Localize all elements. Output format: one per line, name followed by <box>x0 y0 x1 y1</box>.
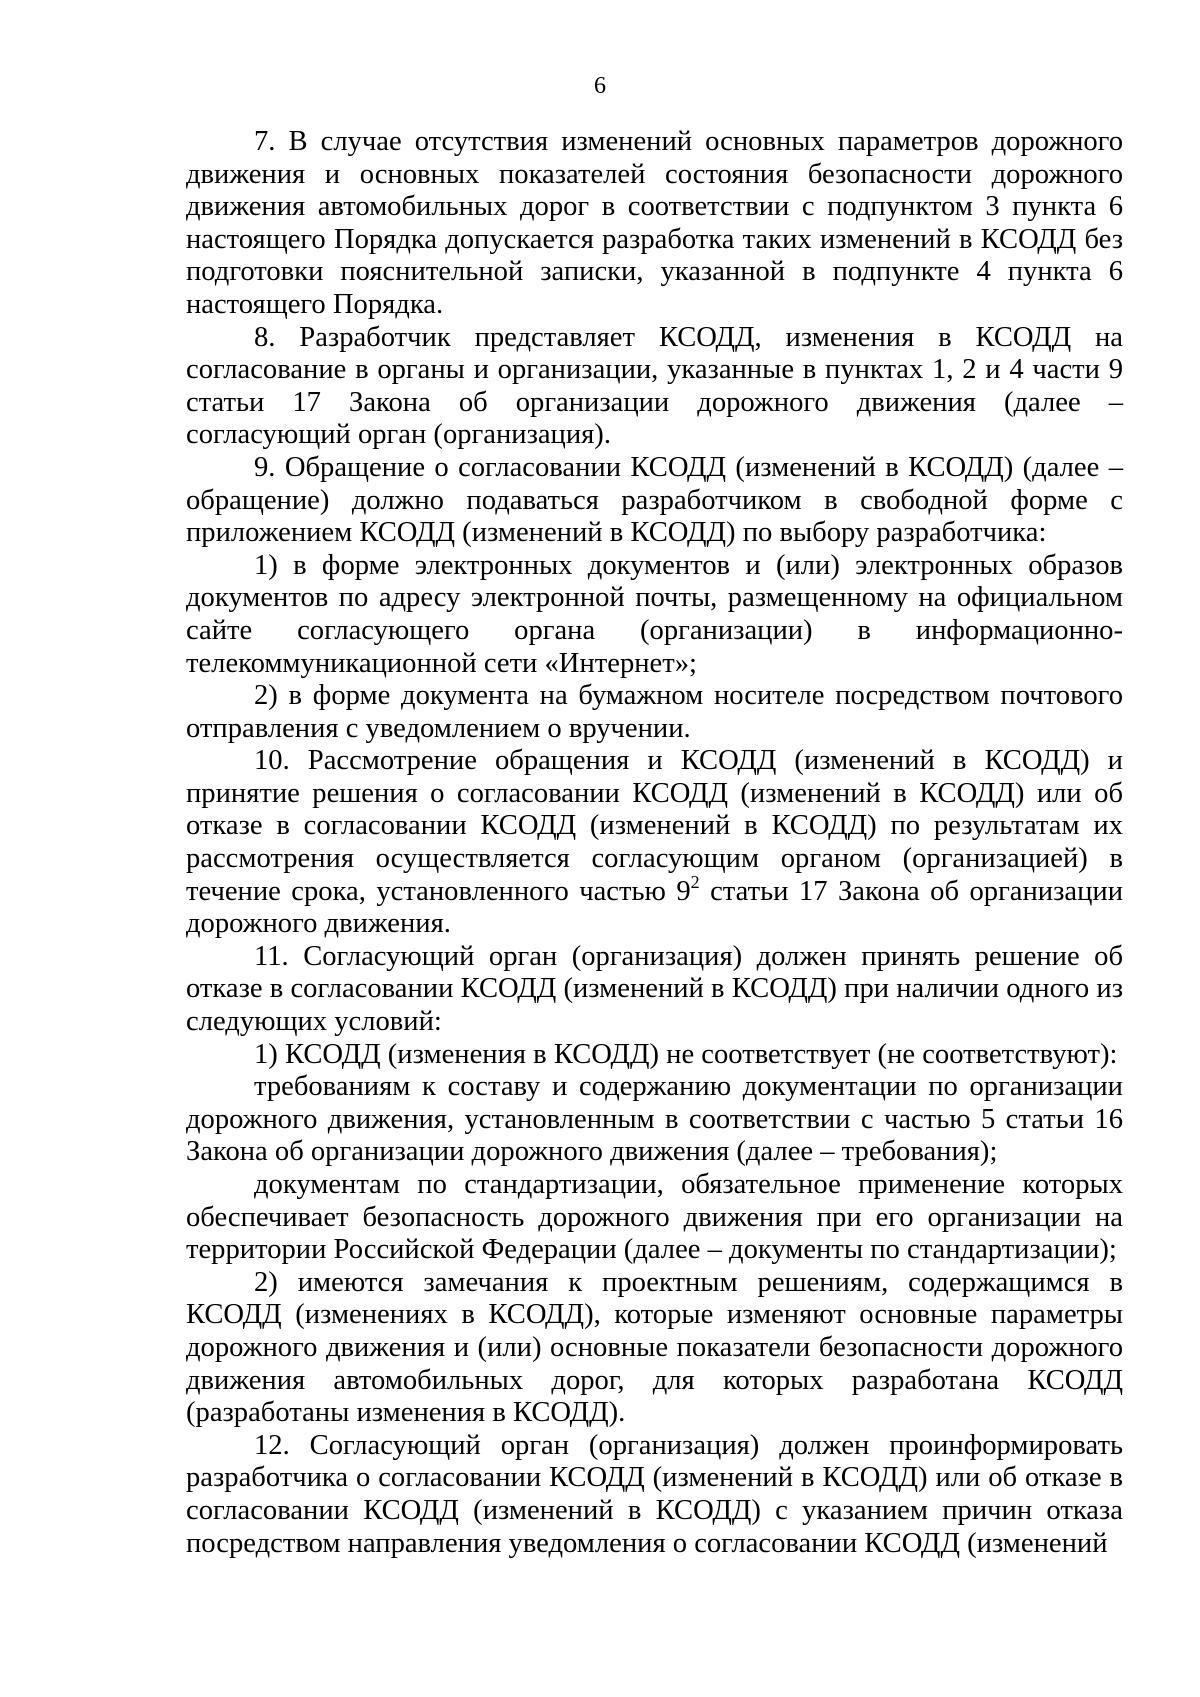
paragraph-10 <box>186 745 1123 941</box>
paragraph-11: 11. Согласующий орган (организация) должен принять решение об отказе в согласовании КСОДД (изменений в КСОДД) при наличии одного из следующих условий: <box>186 940 1123 1038</box>
paragraph-10-text-before: 10. Рассмотрение обращения и КСОДД (изменений в КСОДД) и принятие решения о согласовании КСОДД (изменений в КСОДД) или об отказе в согласовании КСОДД (изменений в КСОДД) по результатам их рассмотрения осуществляется согласующим органом (организацией) в течение срока, установленного частью 9 <box>186 745 1123 907</box>
paragraph-10-text-after: статьи 17 Закона об организации дорожного движения. <box>186 875 1123 940</box>
paragraph-11-item-2: 2) имеются замечания к проектным решениям, содержащимся в КСОДД (изменениях в КСОДД), которые изменяют основные параметры дорожного движения и (или) основные показатели безопасности дорожного движения автомобильных дорог, для которых разработана КСОДД (разработаны изменения в КСОДД). <box>186 1266 1123 1429</box>
paragraph-11-item-1-standards: документам по стандартизации, обязательное применение которых обеспечивает безопасность дорожного движения при его организации на территории Российской Федерации (далее – документы по стандартизации); <box>186 1169 1123 1266</box>
paragraph-9-item-1: 1) в форме электронных документов и (или) электронных образов документов по адресу электронной почты, размещенному на официальном сайте согласующего органа (организации) в информационно-телекоммуникационной сети «Интернет»; <box>186 549 1123 679</box>
document-body <box>186 126 1123 1560</box>
paragraph-9-item-2: 2) в форме документа на бумажном носителе посредством почтового отправления с уведомлением о вручении. <box>186 680 1123 744</box>
paragraph-11-item-1-requirements: требованиям к составу и содержанию документации по организации дорожного движения, установленным в соответствии с частью 5 статьи 16 Закона об организации дорожного движения (далее – требования); <box>186 1071 1123 1168</box>
paragraph-11-item-1: 1) КСОДД (изменения в КСОДД) не соответствует (не соответствуют): <box>254 1038 1118 1070</box>
paragraph-10-superscript: 2 <box>690 871 700 892</box>
paragraph-9: 9. Обращение о согласовании КСОДД (изменений в КСОДД) (далее – обращение) должно подаваться разработчиком в свободной форме с приложением КСОДД (изменений в КСОДД) по выбору разработчика: <box>186 451 1123 549</box>
paragraph-8: 8. Разработчик представляет КСОДД, изменения в КСОДД на согласование в органы и организации, указанные в пунктах 1, 2 и 4 части 9 статьи 17 Закона об организации дорожного движения (далее – согласующий орган (организация). <box>186 321 1123 451</box>
paragraph-12: 12. Согласующий орган (организация) должен проинформировать разработчика о согласовании КСОДД (изменений в КСОДД) или об отказе в согласовании КСОДД (изменений в КСОДД) с указанием причин отказа посредством направления уведомления о согласовании КСОДД (изменений <box>186 1429 1123 1559</box>
page-number: 6 <box>594 73 606 99</box>
paragraph-7: 7. В случае отсутствия изменений основных параметров дорожного движения и основных показателей состояния безопасности дорожного движения автомобильных дорог в соответствии с подпунктом 3 пункта 6 настоящего Порядка допускается разработка таких изменений в КСОДД без подготовки пояснительной записки, указанной в подпункте 4 пункта 6 настоящего Порядка. <box>186 126 1123 320</box>
